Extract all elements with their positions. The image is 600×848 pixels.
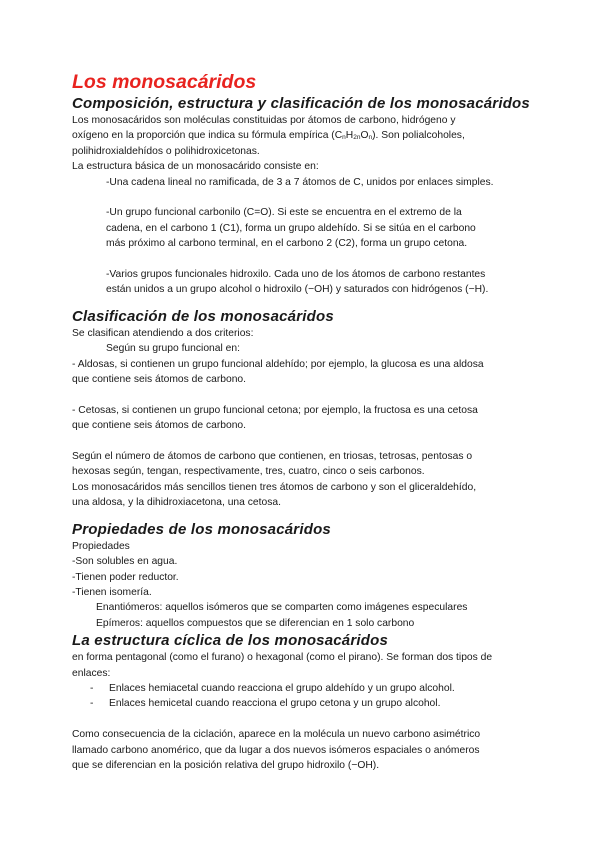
text-span: oxígeno en la proporción que indica su fórmula empírica (C	[72, 130, 343, 142]
paragraph-line: llamado carbono anomérico, que da lugar a dos nuevos isómeros espaciales o anómeros	[72, 744, 480, 756]
paragraph-line: Como consecuencia de la ciclación, aparece en la molécula un nuevo carbono asimétrico	[72, 729, 481, 741]
subscript: n	[342, 134, 346, 142]
paragraph-line: -Tienen isomería.	[72, 586, 152, 598]
spacer	[72, 434, 542, 449]
paragraph-line-formula	[72, 128, 542, 143]
paragraph-line: - Aldosas, si contienen un grupo funcional aldehído; por ejemplo, la glucosa es una aldosa	[72, 358, 484, 370]
paragraph-line: La estructura básica de un monosacárido consiste en:	[72, 161, 319, 173]
dash-bullet: -	[90, 682, 94, 694]
list-item	[72, 696, 542, 711]
paragraph-line: - Cetosas, si contienen un grupo funcional cetona; por ejemplo, la fructosa es una cetosa	[72, 404, 478, 416]
spacer	[72, 712, 542, 727]
section-heading-composicion: Composición, estructura y clasificación de los monosacáridos	[72, 95, 530, 112]
paragraph-line: Según su grupo funcional en:	[106, 343, 240, 355]
text-span: ). Son polialcoholes,	[372, 130, 465, 142]
paragraph-line: Según el número de átomos de carbono que contienen, en triosas, tetrosas, pentosas o	[72, 451, 473, 463]
list-item: más próximo al carbono terminal, en el carbono 2 (C2), forma un grupo cetona.	[106, 238, 468, 250]
spacer	[72, 298, 542, 307]
paragraph-line: Epímeros: aquellos compuestos que se diferencian en 1 solo carbono	[96, 617, 415, 629]
list-item: -Un grupo funcional carbonilo (C=O). Si este se encuentra en el extremo de la	[106, 207, 462, 219]
section-heading-propiedades: Propiedades de los monosacáridos	[72, 520, 331, 538]
paragraph-line: enlaces:	[72, 667, 111, 679]
list-item: cadena, en el carbono 1 (C1), forma un grupo aldehído. Si se sitúa en el carbono	[106, 222, 476, 234]
paragraph-line: que se diferencian en la posición relativa del grupo hidroxilo (−OH).	[72, 759, 380, 771]
paragraph-line: -Tienen poder reductor.	[72, 571, 179, 583]
paragraph-line: Propiedades	[72, 540, 130, 552]
subscript: 2n	[353, 134, 361, 142]
paragraph-line: que contiene seis átomos de carbono.	[72, 420, 247, 432]
dash-bullet: -	[90, 698, 94, 710]
bullet-list	[72, 681, 542, 712]
document-page	[72, 70, 542, 773]
list-item: -Varios grupos funcionales hidroxilo. Cada uno de los átomos de carbono restantes	[106, 269, 486, 281]
spacer	[72, 387, 542, 402]
list-item-text: Enlaces hemiacetal cuando reacciona el grupo aldehído y un grupo alcohol.	[109, 682, 455, 694]
paragraph-line: que contiene seis átomos de carbono.	[72, 374, 247, 386]
paragraph-line: en forma pentagonal (como el furano) o hexagonal (como el pirano). Se forman dos tipos de	[72, 652, 493, 664]
spacer	[72, 190, 542, 205]
paragraph-line: Enantiómeros: aquellos isómeros que se comparten como imágenes especulares	[96, 602, 468, 614]
list-item: están unidos a un grupo alcohol o hidroxilo (−OH) y saturados con hidrógenos (−H).	[106, 284, 489, 296]
paragraph-line: una aldosa, y la dihidroxiacetona, una cetosa.	[72, 497, 281, 509]
section-heading-clasificacion: Clasificación de los monosacáridos	[72, 307, 334, 325]
list-item	[72, 681, 542, 696]
paragraph-line: Se clasifican atendiendo a dos criterios:	[72, 327, 254, 339]
document-title: Los monosacáridos	[72, 71, 257, 93]
list-item: -Una cadena lineal no ramificada, de 3 a 7 átomos de C, unidos por enlaces simples.	[106, 176, 494, 188]
spacer	[72, 511, 542, 520]
paragraph-line: polihidroxialdehídos o polihidroxicetonas.	[72, 145, 260, 157]
text-span: O	[360, 130, 369, 142]
paragraph-line: hexosas según, tengan, respectivamente, tres, cuatro, cinco o seis carbonos.	[72, 466, 425, 478]
subscript: n	[368, 134, 373, 142]
spacer	[72, 252, 542, 267]
paragraph-line: Los monosacáridos más sencillos tienen tres átomos de carbono y son el gliceraldehído,	[72, 481, 477, 493]
paragraph-line: -Son solubles en agua.	[72, 556, 178, 568]
section-heading-estructura-ciclica: La estructura cíclica de los monosacáridos	[72, 632, 389, 650]
list-item-text: Enlaces hemicetal cuando reacciona el grupo cetona y un grupo alcohol.	[109, 698, 441, 710]
text-span: H	[345, 130, 354, 142]
paragraph-line: Los monosacáridos son moléculas constituidas por átomos de carbono, hidrógeno y	[72, 115, 456, 126]
